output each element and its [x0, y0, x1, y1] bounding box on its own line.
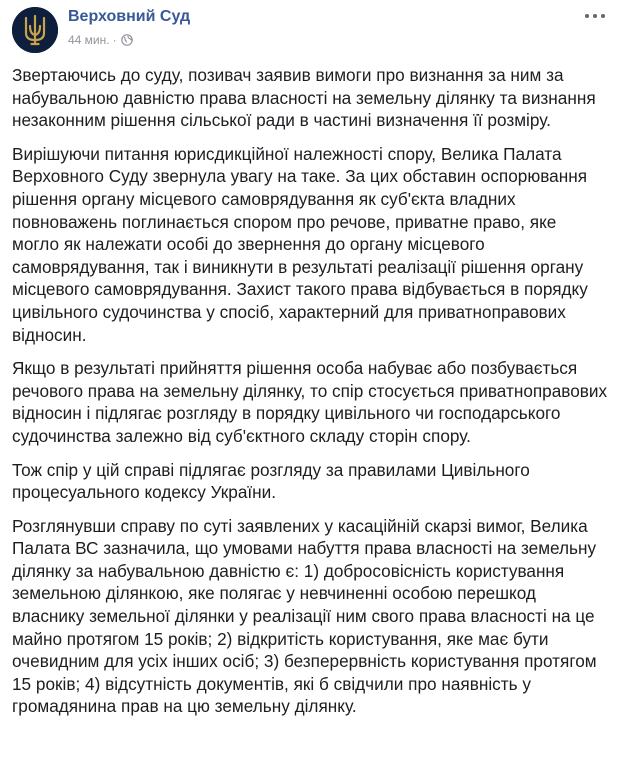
post-paragraph: Тож спір у цій справі підлягає розгляду за правилами Цивільного процесуального кодексу України. [12, 459, 530, 503]
post-body [12, 64, 608, 729]
post-header [12, 7, 607, 59]
trident-emblem-icon [12, 7, 58, 53]
globe-icon[interactable] [121, 34, 133, 50]
post-paragraph: Якщо в результаті прийняття рішення особа набуває або позбувається речового права на земельну ділянку, то спір стосується приватноправових відносин і підлягає розгляду в порядку цивільного чи господарського судочинства залежно від суб'єктного складу сторін спору. [12, 358, 608, 446]
post-paragraph: Вирішуючи питання юрисдикційної належності спору, Велика Палата Верховного Суду звернула увагу на таке. За цих обставин оспорювання рішення органу місцевого самоврядування як суб'єкта владних повноважень поглинається спором про речове, приватне право, яке могло як належати особі до звернення до органу місцевого самоврядування, так і виникнути в результаті реалізації рішення органу місцевого самоврядування. Захист такого права відбувається в порядку цивільного судочинства у спосіб, характерний для приватноправових відносин. [12, 143, 588, 345]
meta-separator: · [112, 33, 117, 47]
post-timestamp[interactable]: 44 мин. [68, 33, 110, 47]
post-paragraph: Звертаючись до суду, позивач заявив вимоги про визнання за ним за набувальною давністю права власності на земельну ділянку та визнання незаконним рішення сільської ради в частині визначення її розміру. [12, 65, 596, 131]
post-paragraph: Розглянувши справу по суті заявлених у касаційній скарзі вимог, Велика Палата ВС зазначила, що умовами набуття права власності на земельну ділянку за набувальною давністю є: 1) добросовісність користування земельною ділянкою, яке полягає у невчиненні особою перешкод власнику земельної ділянки у реалізації ним свого права власності на це майно протягом 15 років; 2) відкритість користування, яке має бути очевидним для усіх інших осіб; 3) безперервність користування протягом 15 років; 4) відсутність документів, які б свідчили про наявність у громадянина прав на цю земельну ділянку. [12, 515, 597, 717]
post-meta [68, 32, 133, 50]
more-options-icon[interactable] [583, 9, 607, 23]
avatar[interactable] [12, 7, 58, 53]
page-name-link[interactable]: Верховний Суд [68, 8, 191, 25]
